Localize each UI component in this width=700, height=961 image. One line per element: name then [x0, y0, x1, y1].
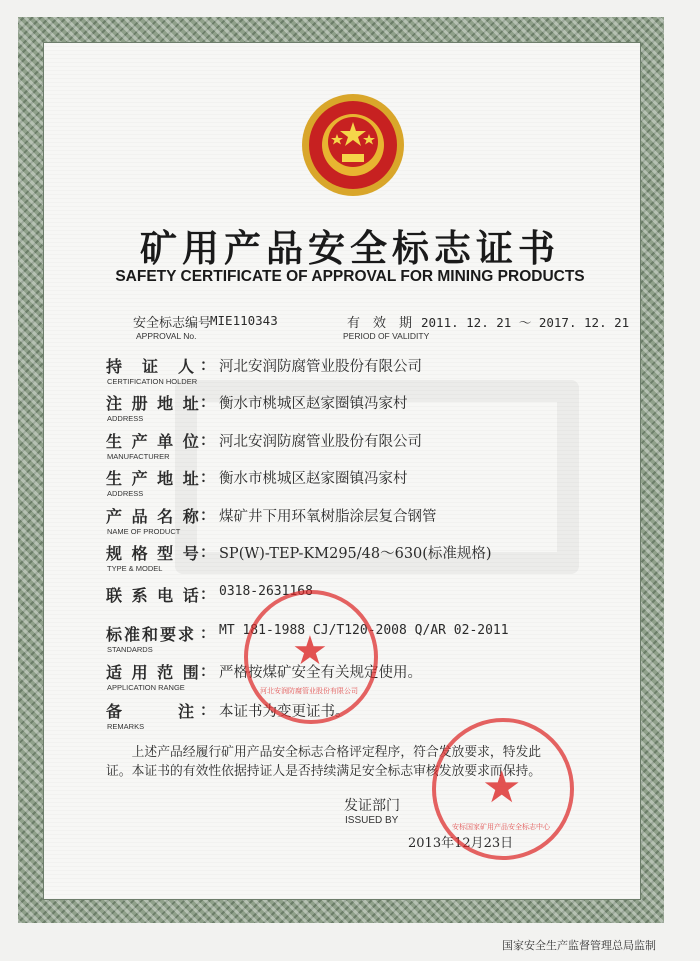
- field-colon: ：: [200, 662, 216, 680]
- field-label-en: ADDRESS: [107, 414, 144, 423]
- certificate-title-en: SAFETY CERTIFICATE OF APPROVAL FOR MINING PRODUCTS: [115, 268, 585, 285]
- validity-label-en: PERIOD OF VALIDITY: [343, 331, 430, 341]
- field-value: 衡水市桃城区赵家圈镇冯家村: [219, 396, 408, 412]
- statement-line-1: 上述产品经履行矿用产品安全标志合格评定程序，符合发放要求，特发此: [106, 745, 542, 760]
- field-label-en: NAME OF PRODUCT: [107, 527, 181, 536]
- field-label: 规 格 型 号: [106, 544, 201, 563]
- field-value: 衡水市桃城区赵家圈镇冯家村: [219, 471, 408, 487]
- field-label-en: STANDARDS: [107, 645, 153, 654]
- field-label: 生 产 地 址: [106, 469, 201, 488]
- field-value: 河北安润防腐管业股份有限公司: [219, 359, 422, 375]
- field-colon: ：: [200, 585, 216, 603]
- seal-star-icon: ★: [482, 762, 522, 813]
- issuer-label-en: ISSUED BY: [345, 815, 399, 826]
- field-label: 注 册 地 址: [106, 394, 201, 413]
- field-label: 备 注: [106, 702, 197, 721]
- field-label-en: MANUFACTURER: [107, 452, 170, 461]
- issuer-seal-text: 安标国家矿用产品安全标志中心: [452, 823, 550, 831]
- field-value: SP(W)-TEP-KM295/48～630(标准规格): [219, 546, 492, 562]
- field-label-en: CERTIFICATION HOLDER: [107, 377, 198, 386]
- field-label: 持 证 人: [106, 357, 197, 376]
- field-colon: ：: [200, 701, 216, 719]
- field-label-en: ADDRESS: [107, 489, 144, 498]
- field-value: 严格按煤矿安全有关规定使用。: [219, 665, 422, 681]
- field-colon: ：: [200, 431, 216, 449]
- approval-number: MIE110343: [210, 313, 278, 328]
- field-label-en: REMARKS: [107, 722, 145, 731]
- field-value: 河北安润防腐管业股份有限公司: [219, 434, 422, 450]
- footer-note: 国家安全生产监督管理总局监制: [502, 939, 656, 952]
- company-seal: [244, 590, 378, 724]
- field-label: 产 品 名 称: [106, 507, 201, 526]
- field-label: 联 系 电 话: [106, 586, 201, 605]
- field-colon: ：: [200, 506, 216, 524]
- issue-date: 2013年12月23日: [408, 836, 514, 851]
- validity-period: 2011. 12. 21 ～ 2017. 12. 21: [421, 315, 630, 330]
- field-colon: ：: [200, 468, 216, 486]
- field-label-en: APPLICATION RANGE: [107, 683, 185, 692]
- approval-label-en: APPROVAL No.: [136, 331, 197, 341]
- issuer-seal: [432, 718, 574, 860]
- statement-line-2: 证。本证书的有效性依据持证人是否持续满足安全标志审核发放要求而保持。: [106, 764, 542, 779]
- approval-label: 安全标志编号: [133, 316, 212, 331]
- field-colon: ：: [200, 393, 216, 411]
- field-value: MT 181-1988 CJ/T120-2008 Q/AR 02-2011: [219, 623, 509, 638]
- state-emblem-icon: [300, 92, 406, 198]
- field-colon: ：: [200, 356, 216, 374]
- validity-label: 有 效 期: [347, 316, 413, 331]
- issuer-label: 发证部门: [344, 798, 400, 814]
- seal-star-icon: ★: [292, 628, 328, 674]
- field-colon: ：: [200, 543, 216, 561]
- field-value: 本证书为变更证书。: [219, 704, 350, 720]
- field-label: 生 产 单 位: [106, 432, 201, 451]
- company-seal-text: 河北安润防腐管业股份有限公司: [260, 687, 358, 695]
- certificate-title: 矿用产品安全标志证书: [140, 226, 560, 270]
- field-label-en: TYPE & MODEL: [107, 564, 163, 573]
- field-colon: ：: [200, 624, 216, 642]
- field-label: 标准和要求: [106, 625, 197, 644]
- field-value: 煤矿井下用环氧树脂涂层复合钢管: [219, 509, 437, 525]
- field-label: 适 用 范 围: [106, 663, 201, 682]
- field-value: 0318-2631168: [219, 584, 313, 599]
